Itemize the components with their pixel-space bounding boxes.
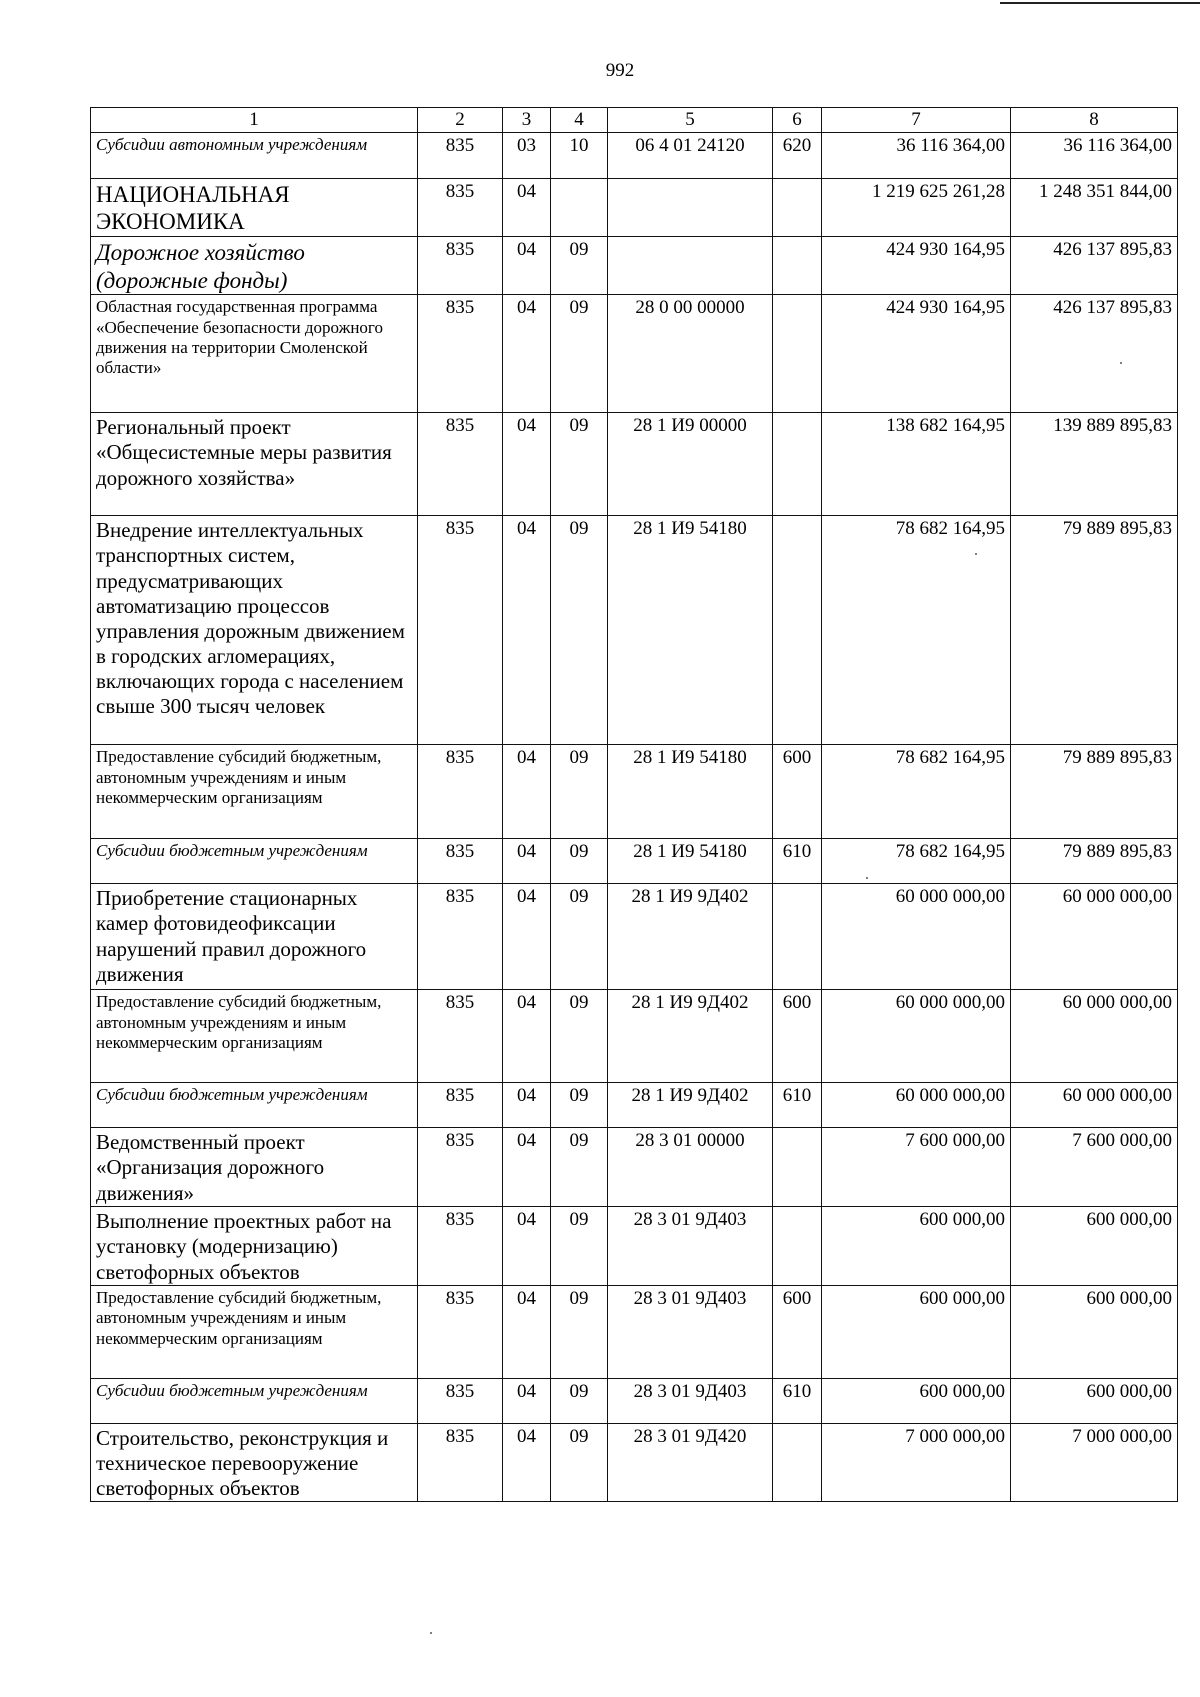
table-row [91,1378,1178,1423]
cell-target-article [608,178,773,236]
cell-subsection-code: 09 [551,1285,608,1378]
cell-amount-year1: 60 000 000,00 [822,884,1011,990]
table-body [91,132,1178,1502]
cell-section-code: 04 [503,1128,551,1207]
cell-subsection-code: 10 [551,132,608,178]
top-edge-line [1000,2,1200,4]
row-name: Субсидии автономным учреждениям [91,132,418,178]
cell-amount-year2: 600 000,00 [1011,1207,1178,1286]
cell-ministry-code: 835 [418,236,503,294]
cell-amount-year1: 7 600 000,00 [822,1128,1011,1207]
column-header: 5 [608,108,773,133]
cell-target-article: 28 1 И9 00000 [608,413,773,516]
cell-amount-year1: 60 000 000,00 [822,1083,1011,1128]
cell-ministry-code: 835 [418,839,503,884]
cell-section-code: 04 [503,413,551,516]
cell-section-code: 04 [503,990,551,1083]
cell-ministry-code: 835 [418,1207,503,1286]
column-header: 1 [91,108,418,133]
cell-target-article: 28 1 И9 54180 [608,745,773,839]
row-name: Областная государственная программа «Обеспечение безопасности дорожного движения на территории Смоленской области» [91,295,418,413]
cell-expense-type [773,413,822,516]
cell-expense-type: 610 [773,839,822,884]
cell-expense-type: 610 [773,1083,822,1128]
cell-expense-type [773,295,822,413]
cell-amount-year1: 78 682 164,95 [822,745,1011,839]
table-row [91,745,1178,839]
row-name: Строительство, реконструкция и техническое перевооружение светофорных объектов [91,1423,418,1502]
cell-amount-year1: 60 000 000,00 [822,990,1011,1083]
row-name: Субсидии бюджетным учреждениям [91,839,418,884]
cell-expense-type [773,1423,822,1502]
cell-amount-year1: 424 930 164,95 [822,295,1011,413]
cell-target-article: 06 4 01 24120 [608,132,773,178]
cell-target-article [608,236,773,294]
cell-subsection-code: 09 [551,745,608,839]
cell-expense-type: 620 [773,132,822,178]
cell-amount-year1: 36 116 364,00 [822,132,1011,178]
cell-target-article: 28 3 01 00000 [608,1128,773,1207]
cell-amount-year2: 79 889 895,83 [1011,839,1178,884]
cell-expense-type [773,1207,822,1286]
scan-speck [866,877,868,879]
cell-section-code: 04 [503,884,551,990]
cell-amount-year1: 138 682 164,95 [822,413,1011,516]
cell-section-code: 03 [503,132,551,178]
cell-ministry-code: 835 [418,413,503,516]
table-row [91,884,1178,990]
cell-expense-type [773,516,822,745]
cell-amount-year1: 1 219 625 261,28 [822,178,1011,236]
row-name: Предоставление субсидий бюджетным, автономным учреждениям и иным некоммерческим организациям [91,745,418,839]
cell-expense-type [773,178,822,236]
table-row [91,1128,1178,1207]
cell-target-article: 28 1 И9 9Д402 [608,884,773,990]
cell-ministry-code: 835 [418,516,503,745]
cell-amount-year2: 426 137 895,83 [1011,295,1178,413]
cell-expense-type [773,236,822,294]
table-row [91,236,1178,294]
cell-amount-year1: 78 682 164,95 [822,839,1011,884]
cell-target-article: 28 3 01 9Д403 [608,1378,773,1423]
scan-speck [975,553,977,555]
header-row [91,108,1178,133]
cell-expense-type: 600 [773,1285,822,1378]
column-header: 6 [773,108,822,133]
cell-target-article: 28 1 И9 54180 [608,516,773,745]
cell-target-article: 28 3 01 9Д420 [608,1423,773,1502]
budget-table [90,107,1178,1502]
cell-section-code: 04 [503,839,551,884]
page-number: 992 [605,60,635,81]
cell-amount-year1: 78 682 164,95 [822,516,1011,745]
cell-amount-year2: 60 000 000,00 [1011,884,1178,990]
cell-ministry-code: 835 [418,1285,503,1378]
row-name: Ведомственный проект «Организация дорожного движения» [91,1128,418,1207]
cell-amount-year2: 79 889 895,83 [1011,516,1178,745]
cell-section-code: 04 [503,1285,551,1378]
table-row [91,1207,1178,1286]
scan-speck [1120,362,1122,364]
cell-amount-year2: 60 000 000,00 [1011,990,1178,1083]
row-name: Предоставление субсидий бюджетным, автономным учреждениям и иным некоммерческим организациям [91,1285,418,1378]
cell-amount-year2: 426 137 895,83 [1011,236,1178,294]
row-name: Региональный проект «Общесистемные меры развития дорожного хозяйства» [91,413,418,516]
row-name: Субсидии бюджетным учреждениям [91,1083,418,1128]
cell-target-article: 28 3 01 9Д403 [608,1207,773,1286]
row-name: Предоставление субсидий бюджетным, автономным учреждениям и иным некоммерческим организациям [91,990,418,1083]
table-row [91,839,1178,884]
cell-amount-year2: 139 889 895,83 [1011,413,1178,516]
cell-subsection-code: 09 [551,413,608,516]
table-row [91,1083,1178,1128]
cell-subsection-code: 09 [551,839,608,884]
cell-target-article: 28 1 И9 9Д402 [608,1083,773,1128]
cell-amount-year2: 36 116 364,00 [1011,132,1178,178]
cell-ministry-code: 835 [418,1378,503,1423]
cell-section-code: 04 [503,1378,551,1423]
cell-section-code: 04 [503,745,551,839]
cell-amount-year1: 424 930 164,95 [822,236,1011,294]
cell-target-article: 28 0 00 00000 [608,295,773,413]
cell-ministry-code: 835 [418,132,503,178]
column-header: 4 [551,108,608,133]
table-row [91,990,1178,1083]
cell-section-code: 04 [503,295,551,413]
cell-section-code: 04 [503,1083,551,1128]
row-name: Приобретение стационарных камер фотовидеофиксации нарушений правил дорожного движения [91,884,418,990]
column-header: 8 [1011,108,1178,133]
cell-amount-year1: 600 000,00 [822,1207,1011,1286]
cell-ministry-code: 835 [418,1083,503,1128]
cell-subsection-code: 09 [551,884,608,990]
cell-ministry-code: 835 [418,745,503,839]
table-row [91,295,1178,413]
table-row [91,413,1178,516]
cell-subsection-code: 09 [551,1378,608,1423]
cell-subsection-code: 09 [551,295,608,413]
table-row [91,516,1178,745]
table-row [91,1285,1178,1378]
row-name: Дорожное хозяйство (дорожные фонды) [91,236,418,294]
cell-ministry-code: 835 [418,178,503,236]
cell-amount-year2: 600 000,00 [1011,1378,1178,1423]
cell-section-code: 04 [503,236,551,294]
cell-ministry-code: 835 [418,990,503,1083]
cell-subsection-code: 09 [551,1207,608,1286]
cell-expense-type: 600 [773,745,822,839]
cell-amount-year2: 600 000,00 [1011,1285,1178,1378]
cell-amount-year2: 1 248 351 844,00 [1011,178,1178,236]
cell-subsection-code [551,178,608,236]
cell-subsection-code: 09 [551,1423,608,1502]
cell-ministry-code: 835 [418,295,503,413]
column-header: 3 [503,108,551,133]
row-name: Субсидии бюджетным учреждениям [91,1378,418,1423]
cell-section-code: 04 [503,516,551,745]
cell-amount-year2: 79 889 895,83 [1011,745,1178,839]
cell-expense-type: 600 [773,990,822,1083]
row-name: Выполнение проектных работ на установку (модернизацию) светофорных объектов [91,1207,418,1286]
table-row [91,1423,1178,1502]
cell-amount-year1: 600 000,00 [822,1285,1011,1378]
cell-subsection-code: 09 [551,1083,608,1128]
cell-subsection-code: 09 [551,1128,608,1207]
cell-ministry-code: 835 [418,884,503,990]
cell-section-code: 04 [503,1423,551,1502]
column-header: 2 [418,108,503,133]
cell-amount-year1: 7 000 000,00 [822,1423,1011,1502]
cell-section-code: 04 [503,1207,551,1286]
column-header: 7 [822,108,1011,133]
cell-target-article: 28 1 И9 54180 [608,839,773,884]
cell-expense-type [773,884,822,990]
row-name: Внедрение интеллектуальных транспортных систем, предусматривающих автоматизацию процессов управления дорожным движением в городских агломерациях, включающих города с населением свыше 300 тысяч человек [91,516,418,745]
cell-amount-year2: 60 000 000,00 [1011,1083,1178,1128]
table-row [91,178,1178,236]
cell-amount-year2: 7 000 000,00 [1011,1423,1178,1502]
cell-expense-type: 610 [773,1378,822,1423]
cell-target-article: 28 3 01 9Д403 [608,1285,773,1378]
cell-section-code: 04 [503,178,551,236]
table-row [91,132,1178,178]
cell-target-article: 28 1 И9 9Д402 [608,990,773,1083]
row-name: НАЦИОНАЛЬНАЯ ЭКОНОМИКА [91,178,418,236]
cell-subsection-code: 09 [551,990,608,1083]
cell-amount-year2: 7 600 000,00 [1011,1128,1178,1207]
cell-amount-year1: 600 000,00 [822,1378,1011,1423]
cell-subsection-code: 09 [551,516,608,745]
cell-subsection-code: 09 [551,236,608,294]
cell-ministry-code: 835 [418,1128,503,1207]
cell-expense-type [773,1128,822,1207]
cell-ministry-code: 835 [418,1423,503,1502]
scan-speck [430,1632,432,1634]
